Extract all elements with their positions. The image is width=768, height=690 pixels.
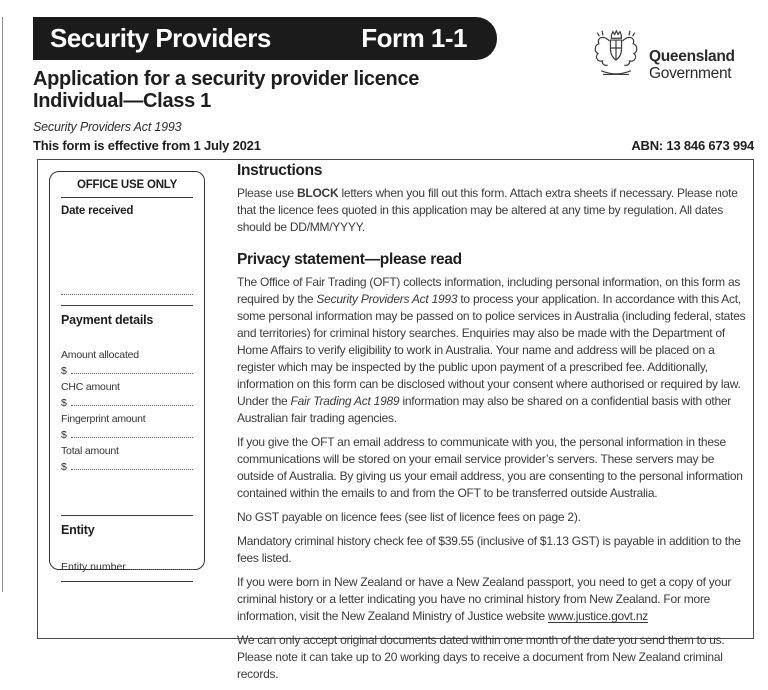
fill-line bbox=[71, 373, 193, 374]
paragraph: We can only accept original documents dated within one month of the date you send them to us. Please note it can take up to 20 working days to receive a document from New Zealand criminal records. bbox=[237, 633, 725, 681]
payment-field-label: Total amount bbox=[61, 445, 119, 457]
fill-line bbox=[71, 469, 193, 470]
dollar-sign: $ bbox=[61, 429, 67, 441]
abn-number: ABN: 13 846 673 994 bbox=[631, 138, 754, 153]
page-scan-edge bbox=[2, 17, 3, 592]
divider bbox=[61, 305, 193, 306]
banner-title: Security Providers bbox=[50, 23, 271, 53]
paragraph: No GST payable on licence fees (see list of licence fees on page 2). bbox=[237, 510, 581, 524]
fill-line bbox=[71, 437, 193, 438]
payment-field-label: Fingerprint amount bbox=[61, 413, 146, 425]
entity-number-label: Entity number bbox=[61, 561, 126, 573]
effective-date-note: This form is effective from 1 July 2021 bbox=[33, 138, 261, 153]
fill-line bbox=[71, 405, 193, 406]
payment-details-label: Payment details bbox=[61, 313, 154, 327]
dollar-sign: $ bbox=[61, 365, 67, 377]
form-title-banner bbox=[33, 17, 497, 60]
logo-government-text: Government bbox=[649, 65, 732, 82]
instructions-paragraphs bbox=[237, 185, 753, 236]
date-received-label: Date received bbox=[61, 205, 134, 217]
paragraph: If you were born in New Zealand or have a New Zealand passport, you need to get a copy of your criminal history or a letter indicating you have no criminal history from New Zealand. For more information, visit the New Zealand Ministry of Justice website www.justice.govt.nz bbox=[237, 575, 732, 623]
payment-amount-line bbox=[61, 394, 193, 409]
form-title-line2: Individual—Class 1 bbox=[33, 90, 211, 112]
logo-wordmark bbox=[649, 48, 735, 82]
date-received-fill-line bbox=[61, 294, 193, 295]
payment-field-chc-amount bbox=[61, 381, 193, 409]
entity-number-row bbox=[61, 559, 193, 573]
act-reference: Security Providers Act 1993 bbox=[33, 120, 182, 134]
divider bbox=[61, 197, 193, 198]
office-use-panel bbox=[49, 171, 205, 573]
paragraph: Please use BLOCK letters when you fill out this form. Attach extra sheets if necessary. Please note that the licence fees quoted in this application may be altered at any time by regulation. All dates should be DD/MM/YYYY. bbox=[237, 186, 738, 234]
form-page bbox=[0, 17, 768, 681]
divider bbox=[61, 515, 193, 516]
logo-queensland-text: Queensland bbox=[649, 48, 735, 65]
payment-amount-line bbox=[61, 426, 193, 441]
paragraph: If you give the OFT an email address to communicate with you, the personal information in these communications will be stored on your email service provider’s servers. These servers may be outside of Australia. By giving us your email address, you are consenting to the personal information contained within the emails to and from the OFT to be transferred outside Australia. bbox=[237, 435, 743, 500]
payment-field-label: CHC amount bbox=[61, 381, 120, 393]
entity-label: Entity bbox=[61, 523, 95, 537]
qld-government-logo bbox=[590, 27, 735, 82]
form-body-box bbox=[37, 159, 754, 681]
privacy-paragraphs bbox=[237, 274, 753, 683]
form-meta-row bbox=[33, 138, 754, 153]
payment-amount-line bbox=[61, 362, 193, 377]
office-use-title: OFFICE USE ONLY bbox=[76, 179, 178, 191]
justice-website-link[interactable]: www.justice.govt.nz bbox=[548, 609, 649, 623]
privacy-heading: Privacy statement—please read bbox=[237, 251, 462, 268]
payment-field-amount-allocated bbox=[61, 349, 193, 377]
payment-field-total-amount bbox=[61, 445, 193, 473]
form-header bbox=[0, 17, 768, 153]
payment-field-fingerprint-amount bbox=[61, 413, 193, 441]
divider bbox=[61, 581, 193, 582]
payment-fields bbox=[50, 349, 204, 473]
banner-form-number: Form 1-1 bbox=[361, 23, 467, 53]
payment-field-label: Amount allocated bbox=[61, 349, 139, 361]
form-title-line1: Application for a security provider licence bbox=[33, 68, 420, 90]
payment-amount-line bbox=[61, 458, 193, 473]
instructions-column bbox=[237, 162, 753, 690]
coat-of-arms-icon bbox=[590, 27, 642, 81]
fill-line bbox=[130, 569, 193, 570]
dollar-sign: $ bbox=[61, 461, 67, 473]
paragraph: Mandatory criminal history check fee of $39.55 (inclusive of $1.13 GST) is payable in addition to the fees listed. bbox=[237, 534, 741, 565]
instructions-heading: Instructions bbox=[237, 162, 323, 179]
paragraph: The Office of Fair Trading (OFT) collects information, including personal information, on this form as required by the Security Providers Act 1993 to process your application. In accordance with this Act, some personal information may be passed on to police services in Australia (including federal, states and territories) for criminal history searches. Enquiries may also be made with the Department of Home Affairs to verify eligibility to work in Australia. Your name and address will be placed on a register which may be inspected by the public upon payment of a prescribed fee. Additionally, information on this form can be disclosed without your consent where authorised or required by law. Under the Fair Trading Act 1989 information may also be shared on a confidential basis with other Australian fair trading agencies. bbox=[237, 275, 746, 425]
dollar-sign: $ bbox=[61, 397, 67, 409]
